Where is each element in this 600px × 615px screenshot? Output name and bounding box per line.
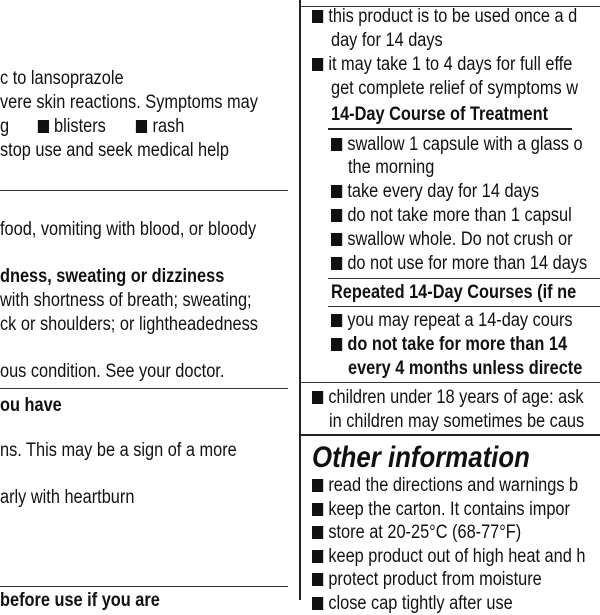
symptom-blisters: blisters xyxy=(54,116,106,137)
other-info-item: store at 20-25°C (68-77°F) xyxy=(312,522,521,544)
column-divider xyxy=(299,0,301,600)
warning-bold-line: dness, sweating or dizziness xyxy=(0,266,225,287)
ask-doctor-heading: ou have xyxy=(0,395,62,416)
warning-text-line: with shortness of breath; sweating; xyxy=(0,290,252,311)
other-info-item: read the directions and warnings b xyxy=(312,475,578,497)
other-information-heading: Other information xyxy=(312,441,530,474)
other-info-item: close cap tightly after use xyxy=(312,593,513,615)
course-item: do not use for more than 14 days xyxy=(331,253,587,275)
warning-text-line: vere skin reactions. Symptoms may xyxy=(0,92,258,113)
bullet-icon xyxy=(312,391,323,404)
bullet-icon xyxy=(312,597,323,610)
bullet-icon xyxy=(331,314,342,327)
warning-text-line: ck or shoulders; or lightheadedness xyxy=(0,314,258,335)
course-item: swallow whole. Do not crush or xyxy=(331,229,573,251)
symptom-fragment: g xyxy=(0,116,10,137)
children-item: children under 18 years of age: ask xyxy=(312,387,584,409)
ask-pharmacist-heading: before use if you are xyxy=(0,590,160,611)
bullet-icon xyxy=(312,10,323,23)
warning-text-line: arly with heartburn xyxy=(0,487,135,508)
other-info-item: keep the carton. It contains impor xyxy=(312,499,570,521)
warning-text-line: c to lansoprazole xyxy=(0,68,124,89)
bullet-icon xyxy=(331,138,342,151)
bullet-icon xyxy=(312,550,323,563)
symptom-list-row xyxy=(0,116,184,138)
warning-text-line: stop use and seek medical help xyxy=(0,140,229,161)
bullet-icon xyxy=(312,58,323,71)
direction-item: it may take 1 to 4 days for full effe xyxy=(312,54,572,76)
section-divider xyxy=(328,306,600,307)
bullet-icon xyxy=(312,526,323,539)
bullet-icon xyxy=(136,120,147,133)
section-divider xyxy=(328,278,600,279)
repeat-item-bold: do not take for more than 14 xyxy=(331,334,567,356)
direction-item-cont: day for 14 days xyxy=(331,30,443,51)
course-item-cont: the morning xyxy=(348,157,435,178)
bullet-icon xyxy=(312,503,323,516)
bullet-icon xyxy=(312,479,323,492)
children-item-cont: in children may sometimes be caus xyxy=(329,411,585,432)
direction-item-cont: get complete relief of symptoms w xyxy=(331,78,579,99)
bullet-icon xyxy=(331,209,342,222)
direction-item: this product is to be used once a d xyxy=(312,6,577,28)
course-item: do not take more than 1 capsul xyxy=(331,205,572,227)
section-divider xyxy=(0,190,288,191)
bullet-icon xyxy=(331,257,342,270)
bullet-icon xyxy=(38,120,49,133)
bullet-icon xyxy=(331,233,342,246)
warning-text-line: ns. This may be a sign of a more xyxy=(0,440,237,461)
other-info-item: protect product from moisture xyxy=(312,569,542,591)
heading-underline xyxy=(328,128,572,130)
bullet-icon xyxy=(331,338,342,351)
repeat-item-bold-cont: every 4 months unless directe xyxy=(348,358,583,379)
section-divider xyxy=(0,388,288,389)
warning-text-line: ous condition. See your doctor. xyxy=(0,361,225,382)
repeat-item: you may repeat a 14-day cours xyxy=(331,310,573,332)
bullet-icon xyxy=(331,185,342,198)
symptom-rash: rash xyxy=(152,116,185,137)
section-divider xyxy=(300,382,600,383)
section-divider xyxy=(300,434,600,436)
course-item: swallow 1 capsule with a glass o xyxy=(331,134,583,156)
bullet-icon xyxy=(312,573,323,586)
course-item: take every day for 14 days xyxy=(331,181,539,203)
other-info-item: keep product out of high heat and h xyxy=(312,546,585,568)
section-divider xyxy=(0,586,288,587)
repeat-course-heading: Repeated 14-Day Courses (if ne xyxy=(331,282,577,303)
course-heading: 14-Day Course of Treatment xyxy=(331,104,549,125)
warning-text-line: food, vomiting with blood, or bloody xyxy=(0,219,257,240)
